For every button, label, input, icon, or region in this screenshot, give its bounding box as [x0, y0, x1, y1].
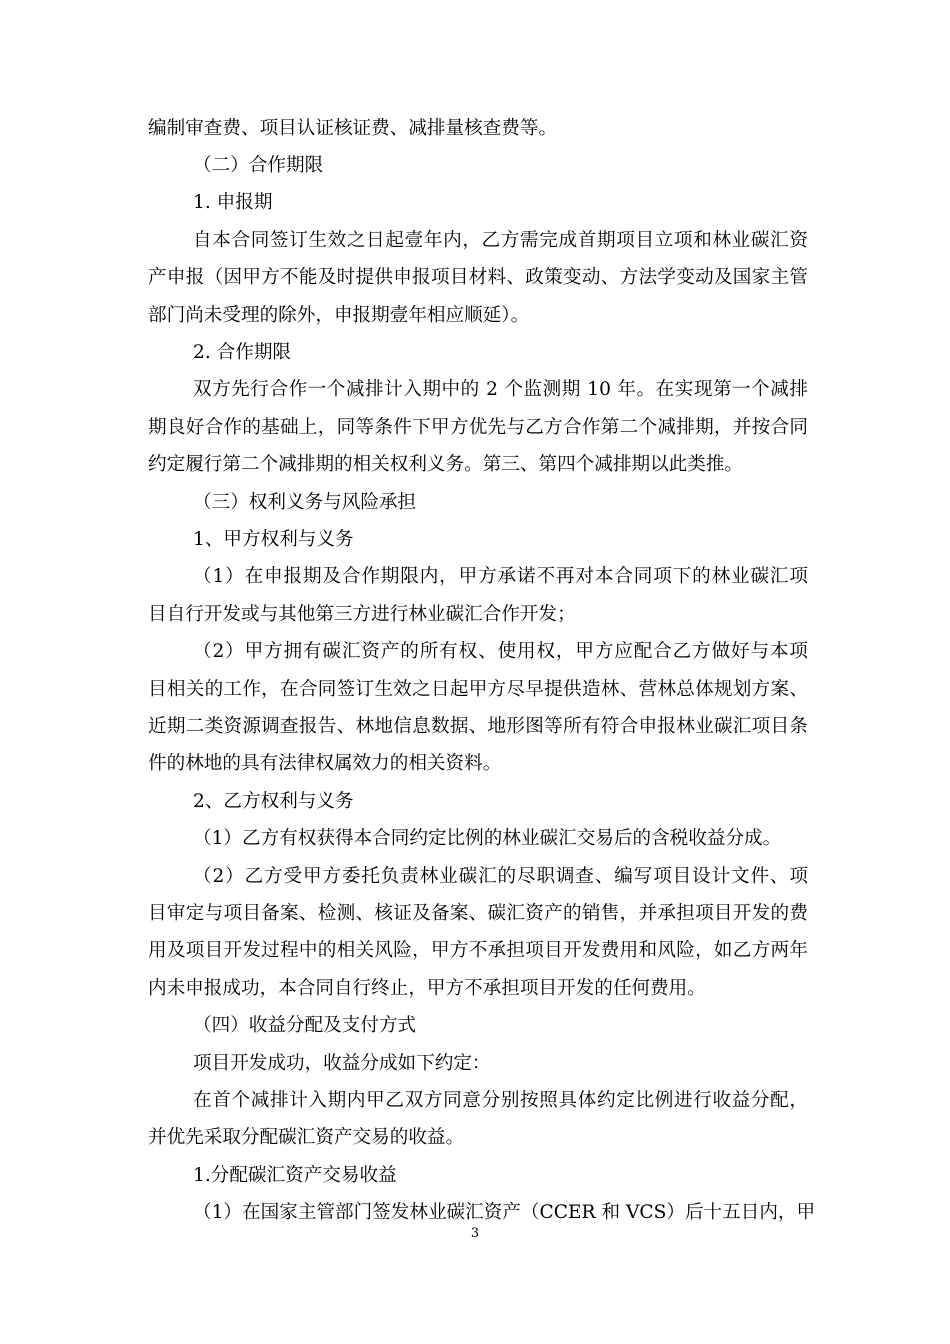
section-heading: （二）合作期限 [193, 155, 324, 176]
text-line: 近期二类资源调查报告、林地信息数据、地形图等所有符合申报林业碳汇项目条 [148, 716, 808, 737]
text-line: 内未申报成功，本合同自行终止，甲方不承担项目开发的任何费用。 [148, 978, 706, 999]
page-number: 3 [470, 1226, 480, 1241]
text-line: 用及项目开发过程中的相关风险，甲方不承担项目开发费用和风险，如乙方两年 [148, 940, 808, 961]
text-line: 并优先采取分配碳汇资产交易的收益。 [148, 1127, 465, 1148]
subsection-heading: 2、乙方权利与义务 [193, 791, 354, 812]
text-line: 项目开发成功，收益分成如下约定： [193, 1053, 491, 1074]
text-line: 期良好合作的基础上，同等条件下甲方优先与乙方合作第二个减排期，并按合同 [148, 417, 808, 438]
subsection-heading: 1、甲方权利与义务 [193, 529, 354, 550]
section-heading: （三）权利义务与风险承担 [193, 492, 417, 513]
text-line: 产申报（因甲方不能及时提供申报项目材料、政策变动、方法学变动及国家主管 [148, 267, 808, 288]
subsection-heading: 1. 申报期 [193, 192, 273, 213]
text-line: 约定履行第二个减排期的相关权利义务。第三、第四个减排期以此类推。 [148, 454, 744, 475]
text-line: 件的林地的具有法律权属效力的相关资料。 [148, 753, 502, 774]
text-line: （2）甲方拥有碳汇资产的所有权、使用权，甲方应配合乙方做好与本项 [193, 641, 808, 662]
text-line: 部门尚未受理的除外，申报期壹年相应顺延）。 [148, 305, 530, 326]
text-line: 双方先行合作一个减排计入期中的 2 个监测期 10 年。在实现第一个减排 [193, 379, 808, 400]
subsection-heading: 1.分配碳汇资产交易收益 [193, 1165, 397, 1186]
section-heading: （四）收益分配及支付方式 [193, 1015, 417, 1036]
text-line: 目审定与项目备案、检测、核证及备案、碳汇资产的销售，并承担项目开发的费 [148, 903, 808, 924]
text-line: （1）在国家主管部门签发林业碳汇资产（CCER 和 VCS）后十五日内，甲 [193, 1202, 816, 1223]
text-line: 自本合同签订生效之日起壹年内，乙方需完成首期项目立项和林业碳汇资 [193, 230, 808, 251]
text-line: （1）在申报期及合作期限内，甲方承诺不再对本合同项下的林业碳汇项 [193, 566, 808, 587]
subsection-heading: 2. 合作期限 [193, 342, 292, 363]
text-line: 目相关的工作，在合同签订生效之日起甲方尽早提供造林、营林总体规划方案、 [148, 679, 808, 700]
text-line: （1）乙方有权获得本合同约定比例的林业碳汇交易后的含税收益分成。 [193, 828, 782, 849]
text-line: 目自行开发或与其他第三方进行林业碳汇合作开发； [148, 604, 576, 625]
text-line: 编制审查费、项目认证核证费、减排量核查费等。 [148, 118, 558, 139]
text-line: 在首个减排计入期内甲乙双方同意分别按照具体约定比例进行收益分配， [193, 1090, 808, 1111]
text-line: （2）乙方受甲方委托负责林业碳汇的尽职调查、编写项目设计文件、项 [193, 866, 808, 887]
